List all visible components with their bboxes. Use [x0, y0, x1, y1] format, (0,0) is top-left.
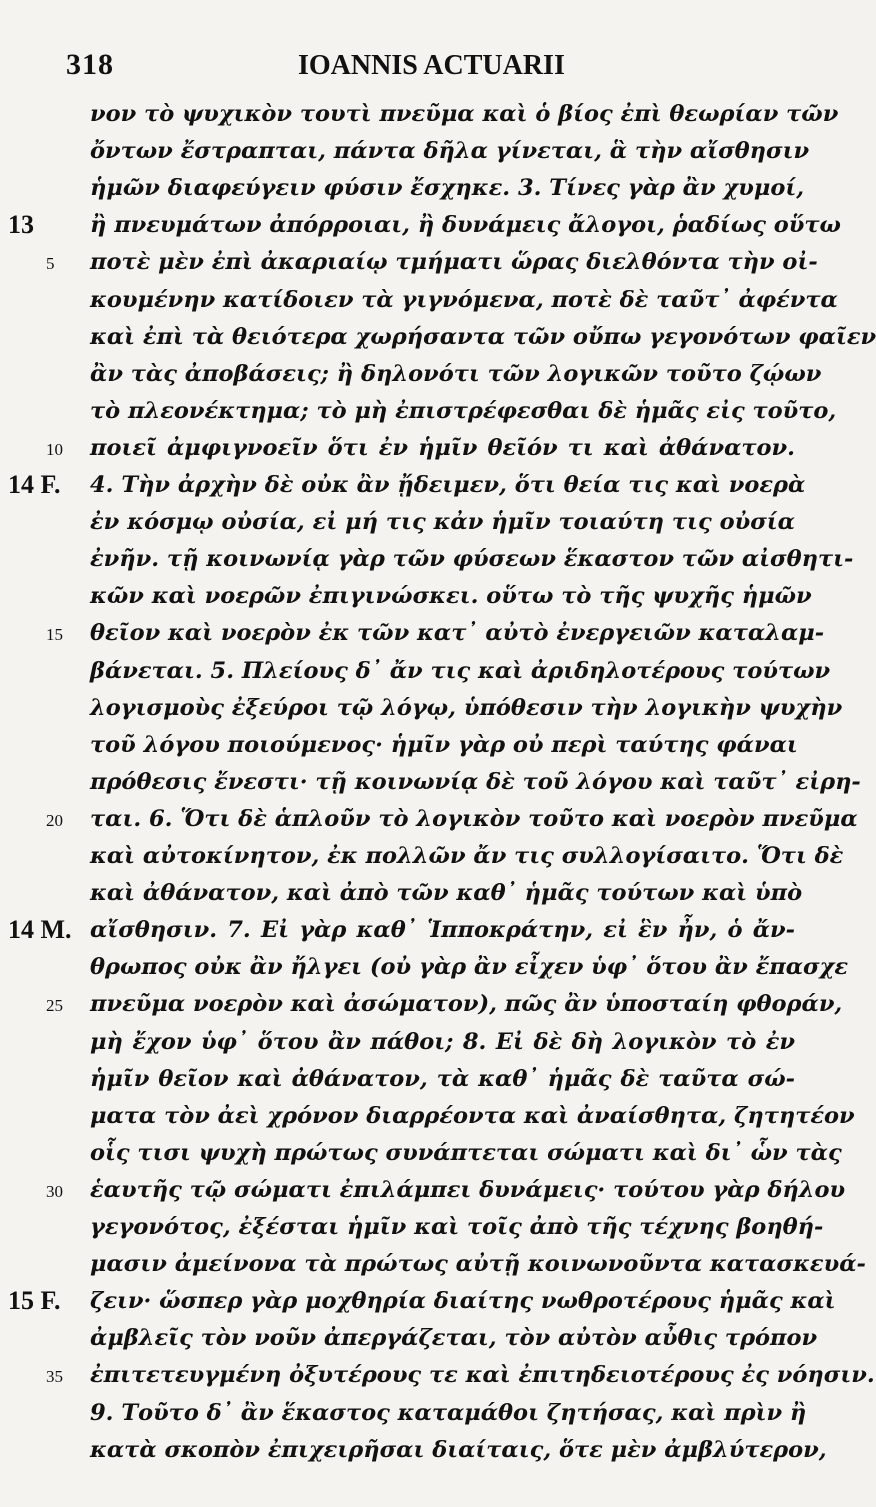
text-line: [0, 321, 876, 361]
margin-section-ref: 15 F.: [8, 1286, 61, 1316]
running-title: IOANNIS ACTUARII: [298, 50, 565, 81]
text-line: [0, 1174, 846, 1214]
line-text: ἡμῖν θεῖον καὶ ἀθάνατον, τὰ καθ᾽ ἡμᾶς δὲ ταῦτα σώ-: [90, 1065, 795, 1092]
line-text: μὴ ἔχον ὑφ᾽ ὅτου ἂν πάθοι; 8. Εἰ δὲ δὴ λογικὸν τὸ ἐν: [90, 1028, 795, 1055]
line-text: ἂν τὰς ἀποβάσεις; ἢ δηλονότι τῶν λογικῶν τοῦτο ζῴων: [90, 360, 822, 387]
text-line: [0, 1026, 800, 1066]
line-text: ἢ πνευμάτων ἀπόρροιαι, ἢ δυνάμεις ἄλογοι, ῥαδίως οὕτω: [90, 212, 841, 239]
line-text: πνεῦμα νοερὸν καὶ ἀσώματον), πῶς ἂν ὑποσταίη φθοράν,: [90, 991, 843, 1018]
line-text: ὄντων ἔστραπται, πάντα δῆλα γίνεται, ἃ τὴν αἴσθησιν: [90, 138, 810, 165]
line-text: ποτὲ μὲν ἐπὶ ἀκαριαίῳ τμήματι ὥρας διελθόντα τὴν οἰ-: [90, 249, 818, 276]
text-line: [0, 655, 831, 695]
text-line: [0, 1137, 842, 1177]
text-line: [0, 358, 822, 398]
text-line: [0, 617, 825, 657]
line-text: ἐπιτετευγμένη ὀξυτέρους τε καὶ ἐπιτηδειοτέρους ἐς νόησιν.: [90, 1362, 875, 1389]
margin-section-ref: 13: [8, 210, 34, 240]
text-line: [0, 1248, 866, 1288]
margin-line-number: 35: [46, 1367, 63, 1387]
text-line: [0, 135, 810, 175]
text-line: [0, 1397, 807, 1437]
text-line: [0, 1359, 875, 1399]
line-text: καὶ αὐτοκίνητον, ἐκ πολλῶν ἄν τις συλλογίσαιτο. Ὅτι δὲ: [90, 843, 844, 869]
margin-section-ref: 14 F.: [8, 470, 61, 499]
line-text: βάνεται. 5. Πλείους δ᾽ ἄν τις καὶ ἀριδηλοτέρους τούτων: [90, 657, 831, 684]
line-text: τὸ πλεονέκτημα; τὸ μὴ ἐπιστρέφεσθαι δὲ ἡμᾶς εἰς τοῦτο,: [90, 397, 837, 424]
margin-line-number: 10: [46, 439, 63, 459]
text-line: [0, 543, 854, 583]
line-text: ἐνῆν. τῇ κοινωνίᾳ γὰρ τῶν φύσεων ἕκαστον τῶν αἰσθητι-: [90, 546, 854, 573]
text-line: [0, 1322, 818, 1362]
margin-line-number: 20: [46, 810, 63, 830]
text-line: [0, 877, 803, 917]
text-line: [0, 209, 841, 249]
text-line: [0, 395, 837, 435]
margin-line-number: 5: [46, 254, 55, 274]
text-line: [0, 729, 800, 769]
text-line: [0, 988, 843, 1028]
line-text: ἐν κόσμῳ οὐσία, εἰ μή τις κἀν ἡμῖν τοιαύτη τις οὐσία: [90, 509, 795, 536]
line-text: κατὰ σκοπὸν ἐπιχειρῆσαι διαίταις, ὅτε μὲν ἀμβλύτερον,: [90, 1436, 827, 1463]
line-text: ἑαυτῆς τῷ σώματι ἐπιλάμπει δυνάμεις· τούτου γὰρ δήλου: [90, 1176, 846, 1203]
text-line: [0, 284, 838, 324]
text-line: [0, 506, 800, 546]
line-text: πρόθεσις ἔνεστι· τῇ κοινωνίᾳ δὲ τοῦ λόγου καὶ ταῦτ᾽ εἰρη-: [90, 768, 861, 795]
line-text: κῶν καὶ νοερῶν ἐπιγινώσκει. οὕτω τὸ τῆς ψυχῆς ἡμῶν: [90, 583, 812, 610]
text-line: [0, 98, 839, 138]
page-number: 318: [66, 48, 114, 81]
line-text: νον τὸ ψυχικὸν τουτὶ πνεῦμα καὶ ὁ βίος ἐπὶ θεωρίαν τῶν: [90, 101, 839, 127]
line-text: ἡμῶν διαφεύγειν φύσιν ἔσχηκε. 3. Τίνες γὰρ ἂν χυμοί,: [90, 175, 805, 202]
text-line: [0, 803, 858, 843]
text-line: [0, 692, 843, 732]
running-head: [0, 48, 800, 88]
line-text: ἀμβλεῖς τὸν νοῦν ἀπεργάζεται, τὸν αὐτὸν αὖθις τρόπον: [90, 1325, 818, 1352]
text-line: [0, 951, 849, 991]
line-text: ματα τὸν ἀεὶ χρόνον διαρρέοντα καὶ ἀναίσθητα, ζητητέον: [90, 1102, 855, 1129]
line-text: μασιν ἀμείνονα τὰ πρώτως αὐτῇ κοινωνοῦντα κατασκευά-: [90, 1251, 866, 1278]
text-line: [0, 1211, 824, 1251]
text-line: [0, 1285, 836, 1325]
text-line: [0, 766, 861, 806]
line-text: κουμένην κατίδοιεν τὰ γιγνόμενα, ποτὲ δὲ ταῦτ᾽ ἀφέντα: [90, 286, 838, 313]
margin-line-number: 30: [46, 1181, 63, 1201]
margin-line-number: 25: [46, 996, 63, 1016]
line-text: καὶ ἀθάνατον, καὶ ἀπὸ τῶν καθ᾽ ἡμᾶς τούτων καὶ ὑπὸ: [90, 880, 803, 907]
text-line: [0, 1063, 800, 1103]
line-text: ται. 6. Ὅτι δὲ ἁπλοῦν τὸ λογικὸν τοῦτο καὶ νοερὸν πνεῦμα: [90, 805, 858, 832]
margin-section-ref: 14 M.: [8, 915, 72, 945]
line-text: γεγονότος, ἐξέσται ἡμῖν καὶ τοῖς ἀπὸ τῆς τέχνης βοηθή-: [90, 1214, 824, 1240]
text-line: [0, 469, 806, 509]
text-line: [0, 914, 800, 954]
text-line: [0, 432, 800, 472]
text-line: [0, 840, 844, 880]
line-text: ζειν· ὥσπερ γὰρ μοχθηρία διαίτης νωθροτέρους ἡμᾶς καὶ: [90, 1288, 836, 1315]
text-line: [0, 580, 812, 620]
text-line: [0, 1434, 827, 1474]
line-text: οἷς τισι ψυχὴ πρώτως συνάπτεται σώματι καὶ δι᾽ ὧν τὰς: [90, 1139, 842, 1166]
line-text: θρωπος οὐκ ἂν ἤλγει (οὐ γὰρ ἂν εἶχεν ὑφ᾽ ὅτου ἂν ἔπασχε: [90, 954, 849, 981]
text-line: [0, 246, 818, 286]
text-line: [0, 1100, 855, 1140]
margin-line-number: 15: [46, 625, 63, 645]
line-text: 4. Τὴν ἀρχὴν δὲ οὐκ ἂν ᾔδειμεν, ὅτι θεία τις καὶ νοερὰ: [90, 472, 806, 498]
line-text: καὶ ἐπὶ τὰ θειότερα χωρήσαντα τῶν οὔπω γεγονότων φαῖεν: [90, 323, 876, 350]
text-line: [0, 172, 805, 212]
line-text: λογισμοὺς ἐξεύροι τῷ λόγῳ, ὑπόθεσιν τὴν λογικὴν ψυχὴν: [90, 694, 843, 721]
line-text: 9. Τοῦτο δ᾽ ἂν ἕκαστος καταμάθοι ζητήσας, καὶ πρὶν ἢ: [90, 1399, 807, 1426]
line-text: ποιεῖ ἀμφιγνοεῖν ὅτι ἐν ἡμῖν θεῖόν τι καὶ ἀθάνατον.: [90, 434, 795, 461]
line-text: τοῦ λόγου ποιούμενος· ἡμῖν γὰρ οὐ περὶ ταύτης φάναι: [90, 731, 798, 758]
line-text: θεῖον καὶ νοερὸν ἐκ τῶν κατ᾽ αὐτὸ ἐνεργειῶν καταλαμ-: [90, 620, 825, 647]
line-text: αἴσθησιν. 7. Εἰ γὰρ καθ᾽ Ἱπποκράτην, εἰ ἓν ἦν, ὁ ἄν-: [90, 917, 795, 944]
